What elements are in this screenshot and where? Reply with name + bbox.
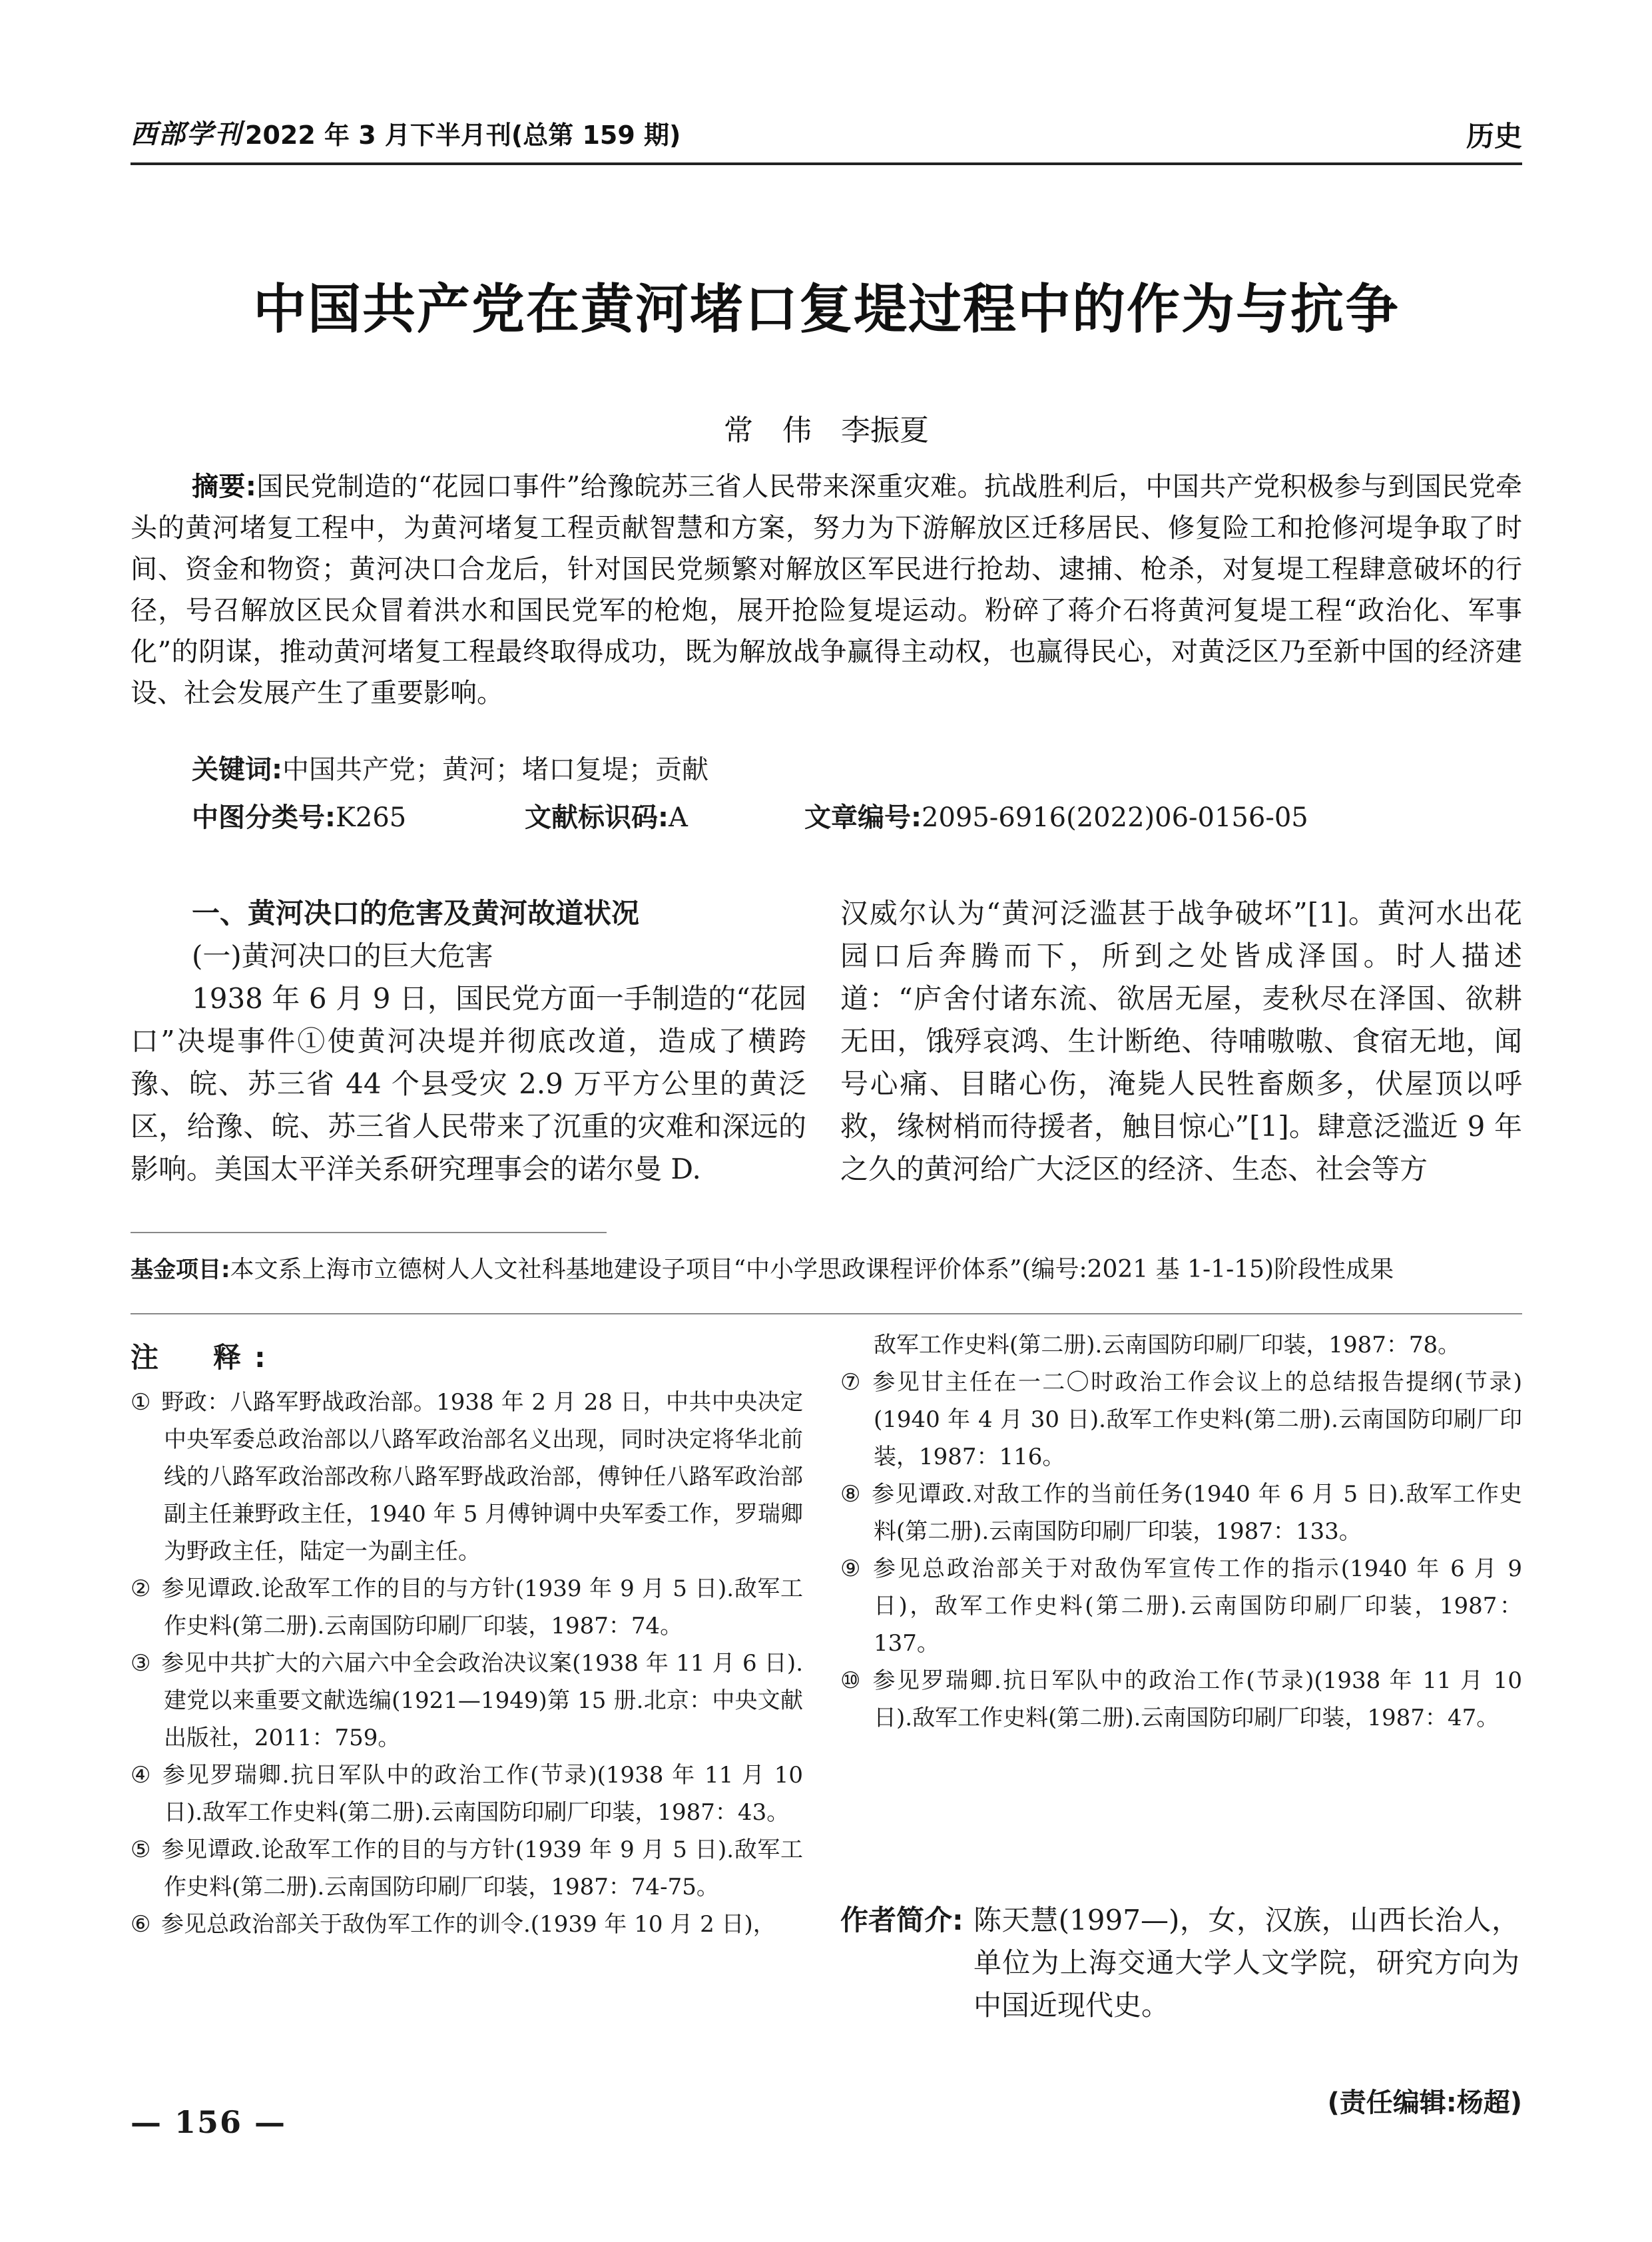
note-text: 参见谭政.论敌军工作的目的与方针(1939 年 9 月 5 日).敌军工作史料(第二册).云南国防印刷厂印装，1987：74。	[161, 1575, 803, 1639]
article-number	[804, 796, 1308, 834]
note-text: 参见罗瑞卿.抗日军队中的政治工作(节录)(1938 年 11 月 10 日).敌军工作史料(第二册).云南国防印刷厂印装，1987：43。	[161, 1762, 803, 1826]
header-rule	[131, 162, 1522, 165]
note-item	[840, 1550, 1522, 1662]
fund-note	[131, 1253, 1522, 1286]
note-number: ⑨	[840, 1555, 861, 1582]
article-title: 中国共产党在黄河堵口复堤过程中的作为与抗争	[253, 278, 1400, 340]
journal-issue: 2022 年 3 月下半月刊(总第 159 期)	[245, 121, 681, 150]
notes-right-column	[840, 1326, 1522, 1737]
section-label: 历史	[1466, 120, 1522, 152]
notes-rule	[131, 1313, 1522, 1314]
note-text: 参见总政治部关于敌伪军工作的训令.(1939 年 10 月 2 日)，	[161, 1911, 776, 1938]
class-number-value: K265	[336, 802, 407, 833]
responsible-editor: (责任编辑:杨超)	[1327, 2088, 1522, 2118]
article-number-value: 2095-6916(2022)06-0156-05	[922, 802, 1308, 833]
note-continued: 敌军工作史料(第二册).云南国防印刷厂印装，1987：78。	[874, 1332, 1461, 1358]
classification-line	[192, 796, 1517, 836]
page-number: — 156 —	[131, 2104, 287, 2140]
note-number: ①	[131, 1389, 151, 1416]
author-bio-text: 陈天慧(1997—)，女，汉族，山西长治人，单位为上海交通大学人文学院，研究方向为中国近现代史。	[973, 1904, 1519, 2022]
notes-left-column	[131, 1384, 803, 1943]
keywords-text: 中国共产党；黄河；堵口复堤；贡献	[282, 754, 708, 785]
note-text: 参见中共扩大的六届六中全会政治决议案(1938 年 11 月 6 日).建党以来重要文献选编(1921—1949)第 15 册.北京：中央文献出版社，2011：759。	[161, 1650, 803, 1751]
section-heading: 一、黄河决口的危害及黄河故道状况	[192, 897, 640, 930]
note-text: 参见甘主任在一二〇时政治工作会议上的总结报告提纲(节录)(1940 年 4 月 30 日).敌军工作史料(第二册).云南国防印刷厂印装，1987：116。	[871, 1369, 1522, 1470]
article-number-label: 文章编号:	[804, 802, 922, 833]
keywords	[192, 751, 1517, 788]
note-item	[131, 1831, 803, 1906]
note-number: ⑧	[840, 1481, 861, 1508]
note-item	[840, 1364, 1522, 1476]
document-code-value: A	[669, 802, 688, 833]
note-number: ⑩	[840, 1667, 861, 1694]
note-text: 参见总政治部关于对敌伪军宣传工作的指示(1940 年 6 月 9 日)，敌军工作史料(第二册).云南国防印刷厂印装，1987：137。	[871, 1555, 1522, 1657]
fund-label: 基金项目:	[131, 1257, 230, 1283]
note-text: 参见谭政.论敌军工作的目的与方针(1939 年 9 月 5 日).敌军工作史料(第二册).云南国防印刷厂印装，1987：74-75。	[161, 1836, 803, 1900]
note-text: 参见罗瑞卿.抗日军队中的政治工作(节录)(1938 年 11 月 10 日).敌军工作史料(第二册).云南国防印刷厂印装，1987：47。	[871, 1667, 1522, 1731]
note-number: ③	[131, 1650, 151, 1677]
note-item	[131, 1645, 803, 1757]
keywords-label: 关键词:	[192, 754, 282, 785]
running-head	[131, 112, 1522, 158]
note-text: 野政：八路军野战政治部。1938 年 2 月 28 日，中共中央决定中央军委总政治部以八路军政治部名义出现，同时决定将华北前线的八路军政治部改称八路军野战政治部，傅钟任八路军政治部副主任兼野政主任，1940 年 5 月傅钟调中央军委工作，罗瑞卿为野政主任，陆定一为副主任。	[161, 1389, 803, 1565]
subsection-heading: (一)黄河决口的巨大危害	[192, 940, 493, 972]
note-text: 参见谭政.对敌工作的当前任务(1940 年 6 月 5 日).敌军工作史料(第二册).云南国防印刷厂印装，1987：133。	[871, 1481, 1522, 1545]
abstract-label: 摘要:	[192, 471, 256, 502]
note-number: ⑥	[131, 1911, 151, 1938]
body-paragraph-continued: 汉威尔认为“黄河泛滥甚于战争破坏”[1]。黄河水出花园口后奔腾而下，所到之处皆成泽国。时人描述道：“庐舍付诸东流、欲居无屋，麦秋尽在泽国、欲耕无田，饿殍哀鸿、生计断绝、待哺嗷嗷、食宿无地，闻号心痛、目睹心伤，淹毙人民牲畜颇多，伏屋顶以呼救，缘树梢而待援者，触目惊心”[1]。肆意泛滥近 9 年之久的黄河给广大泛区的经济、生态、社会等方	[840, 897, 1522, 1185]
document-code-label: 文献标识码:	[525, 802, 669, 833]
fund-text: 本文系上海市立德树人人文社科基地建设子项目“中小学思政课程评价体系”(编号:2021 基 1-1-15)阶段性成果	[230, 1256, 1394, 1283]
note-item	[840, 1476, 1522, 1550]
note-number: ⑤	[131, 1836, 151, 1863]
notes-heading: 注 释:	[131, 1341, 279, 1374]
body-paragraph: 1938 年 6 月 9 日，国民党方面一手制造的“花园口”决堤事件①使黄河决堤并彻底改道，造成了横跨豫、皖、苏三省 44 个县受灾 2.9 万平方公里的黄泛区，给豫、皖、苏三省人民带来了沉重的灾难和深远的影响。美国太平洋关系研究理事会的诺尔曼 D.	[131, 982, 806, 1185]
abstract	[131, 466, 1522, 714]
footnote-rule	[131, 1232, 607, 1233]
class-number-label: 中图分类号:	[192, 802, 336, 833]
note-item	[840, 1662, 1522, 1737]
document-code	[525, 796, 688, 834]
note-item	[131, 1906, 803, 1943]
note-item	[131, 1757, 803, 1831]
author-bio-label: 作者简介:	[840, 1904, 964, 1936]
note-number: ④	[131, 1762, 151, 1789]
body-right-column	[840, 892, 1522, 1191]
note-number: ⑦	[840, 1369, 861, 1396]
body-left-column	[131, 892, 806, 1191]
journal-logo: 西部学刊	[131, 119, 242, 150]
abstract-text: 国民党制造的“花园口事件”给豫皖苏三省人民带来深重灾难。抗战胜利后，中国共产党积极参与到国民党牵头的黄河堵复工程中，为黄河堵复工程贡献智慧和方案，努力为下游解放区迁移居民、修复险工和抢修河堤争取了时间、资金和物资；黄河决口合龙后，针对国民党频繁对解放区军民进行抢劫、逮捕、枪杀，对复堤工程肆意破坏的行径，号召解放区民众冒着洪水和国民党军的枪炮，展开抢险复堤运动。粉碎了蒋介石将黄河复堤工程“政治化、军事化”的阴谋，推动黄河堵复工程最终取得成功，既为解放战争赢得主动权，也赢得民心，对黄泛区乃至新中国的经济建设、社会发展产生了重要影响。	[131, 471, 1522, 708]
note-number: ②	[131, 1575, 151, 1602]
note-item	[131, 1384, 803, 1570]
authors: 常 伟 李振夏	[724, 414, 929, 447]
note-item	[131, 1570, 803, 1645]
class-number	[192, 796, 406, 834]
